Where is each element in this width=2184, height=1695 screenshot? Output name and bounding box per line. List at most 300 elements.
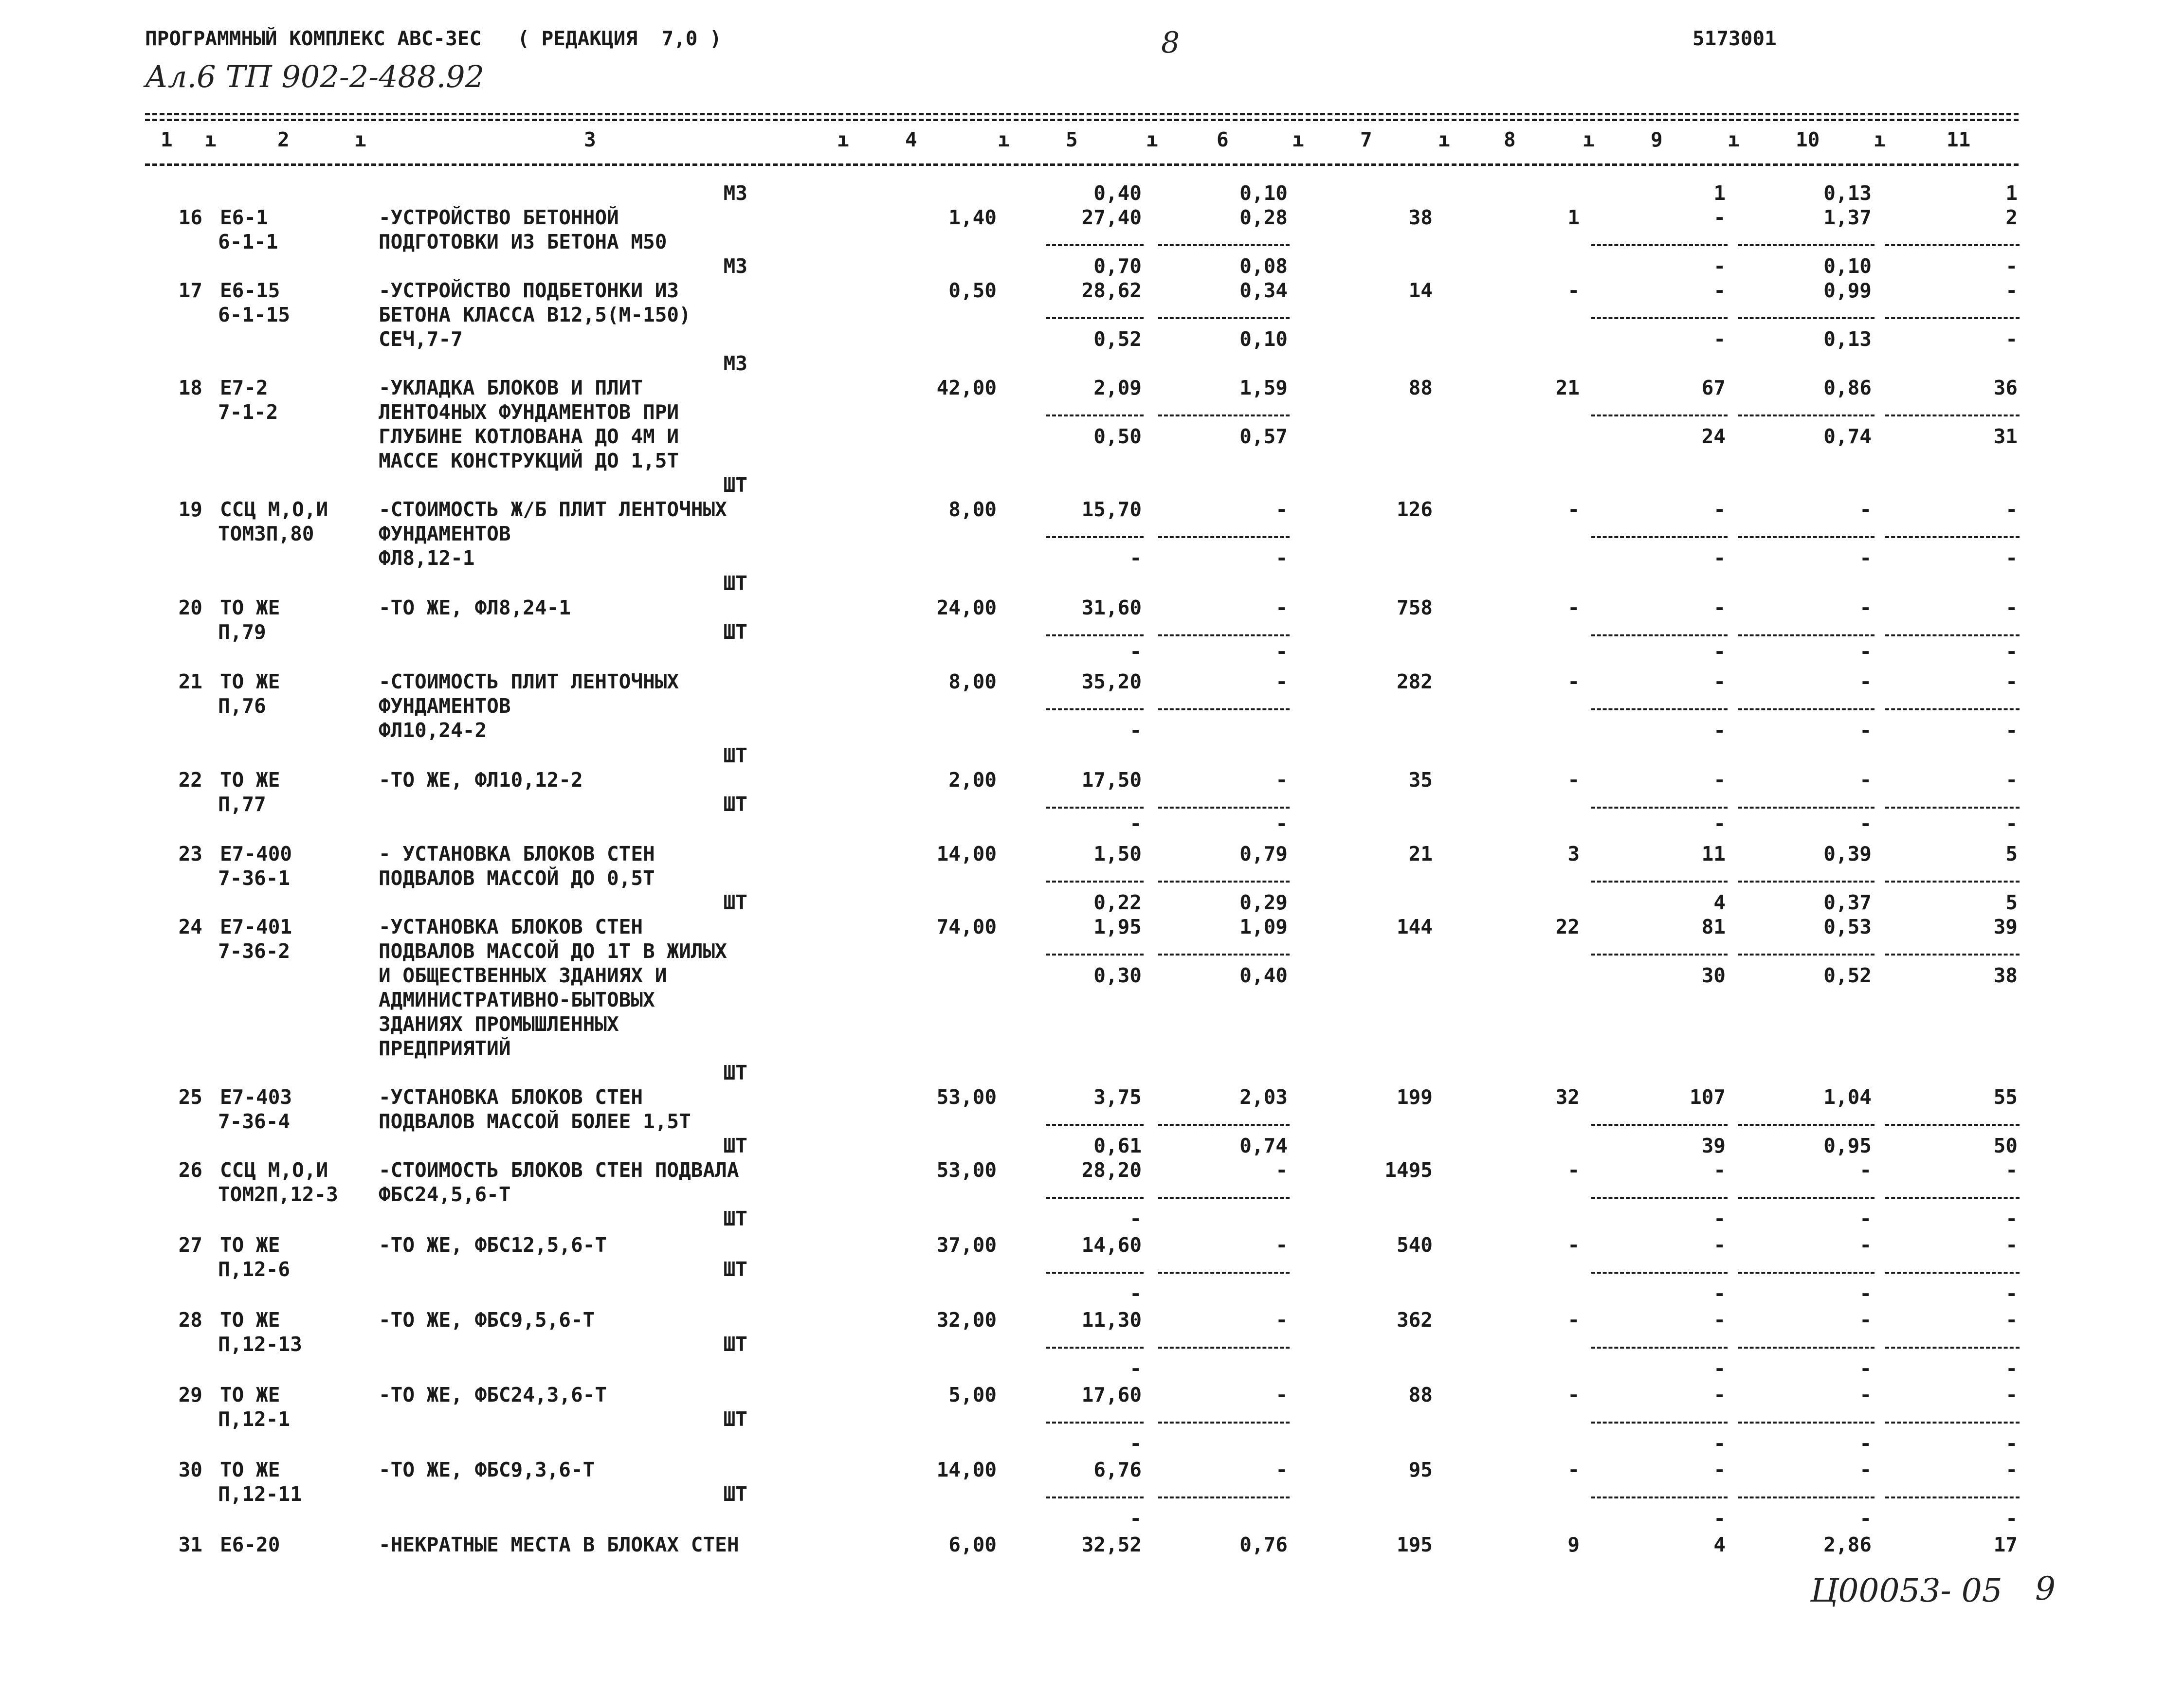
cell-d3: СЕЧ,7-7 [379,327,463,351]
cell-d2: ПОДВАЛОВ МАССОЙ БОЛЕЕ 1,5Т [379,1110,691,1133]
cell-c4: 5,00 [948,1383,997,1406]
cell-code: Е7-2 [220,376,268,399]
cell-c9: - [1713,206,1726,229]
cell-d2: ЛЕНТО4НЫХ ФУНДАМЕНТОВ ПРИ [379,400,679,424]
cell-d1: -УСТАНОВКА БЛОКОВ СТЕН [379,1085,643,1109]
subtotal-rule [1738,807,1875,809]
cell-a5: 0,40 [1093,181,1142,205]
column-separator: ı [354,128,366,151]
subtotal-rule [1158,1422,1290,1424]
cell-c5: 17,60 [1081,1383,1142,1406]
subtotal-rule [1885,1197,2020,1199]
cell-b10: - [1859,1207,1872,1230]
cell-c10: 0,86 [1823,376,1872,399]
subtotal-rule [1046,1347,1144,1349]
subtotal-rule [1046,1124,1144,1126]
cell-unit2: ШТ [723,620,747,644]
cell-d1: -СТОИМОСТЬ ПЛИТ ЛЕНТОЧНЫХ [379,670,679,693]
cell-unit: ШТ [723,1407,747,1431]
cell-d1: -СТОИМОСТЬ Ж/Б ПЛИТ ЛЕНТОЧНЫХ [379,498,727,521]
subtotal-rule [1591,1422,1728,1424]
cell-b6: 0,29 [1239,891,1288,914]
cell-c7: 199 [1396,1085,1433,1109]
cell-d3: ФЛ8,12-1 [379,546,475,570]
subtotal-rule [1591,244,1728,246]
cell-c7: 38 [1408,206,1433,229]
subtotal-rule [1158,954,1290,956]
subtotal-rule [1046,1497,1144,1498]
cell-unit: М3 [723,254,747,278]
subtotal-rule [1885,536,2020,538]
subtotal-rule [1158,244,1290,246]
subtotal-rule [1738,1197,1875,1199]
column-separator: ı [1438,128,1450,151]
cell-code2: 6-1-15 [218,303,291,326]
cell-d2: БЕТОНА КЛАССА В12,5(М-150) [379,303,691,326]
cell-c10: 1,04 [1823,1085,1872,1109]
cell-num: 20 [178,596,202,619]
cell-unit2: ШТ [723,793,747,816]
cell-c10: - [1859,670,1872,693]
cell-c9: - [1713,596,1726,619]
cell-c11: 2 [2005,206,2018,229]
cell-b9: - [1713,1432,1726,1455]
subtotal-rule [1591,317,1728,319]
cell-a10: 0,10 [1823,254,1872,278]
cell-c4: 53,00 [936,1158,997,1182]
cell-c10: - [1859,1158,1872,1182]
cell-c4: 53,00 [936,1085,997,1109]
cell-c11: - [2005,498,2018,521]
cell-unit: ШТ [723,1258,747,1281]
cell-b11: - [2005,1432,2018,1455]
cell-c4: 8,00 [948,498,997,521]
subtotal-rule [1885,954,2020,956]
cell-d2: ФУНДАМЕНТОВ [379,522,511,545]
cell-c5: 1,50 [1093,842,1142,866]
cell-code2: П,12-13 [218,1333,302,1356]
subtotal-rule [1591,1124,1728,1126]
cell-unit: ШТ [723,572,747,595]
subtotal-rule [1738,954,1875,956]
cell-code: ССЦ М,О,И [220,1158,328,1182]
subtotal-rule [1738,1124,1875,1126]
cell-code2: П,79 [218,620,266,644]
cell-code2: 7-36-1 [218,866,291,890]
cell-b6: - [1275,640,1288,663]
cell-code: Е6-20 [220,1533,280,1556]
cell-d1: -ТО ЖЕ, ФБС9,5,6-Т [379,1308,595,1332]
cell-b9: - [1713,719,1726,742]
cell-code2: П,77 [218,793,266,816]
cell-c9: - [1713,498,1726,521]
cell-b11: - [2005,327,2018,351]
cell-c6: - [1275,768,1288,792]
cell-unit: ШТ [723,744,747,767]
subtotal-rule [1046,881,1144,883]
subtotal-rule [1885,244,2020,246]
subtotal-rule [1591,415,1728,416]
cell-code2: П,12-11 [218,1482,302,1506]
cell-c11: - [2005,1158,2018,1182]
cell-c4: 14,00 [936,842,997,866]
cell-d4: АДМИНИСТРАТИВНО-БЫТОВЫХ [379,988,655,1011]
cell-c5: 11,30 [1081,1308,1142,1332]
cell-a10: 0,13 [1823,181,1872,205]
cell-c5: 1,95 [1093,915,1142,938]
cell-c6: 0,28 [1239,206,1288,229]
subtotal-rule [1885,1124,2020,1126]
subtotal-rule [1158,317,1290,319]
cell-c11: - [2005,596,2018,619]
subtotal-rule [1885,708,2020,710]
cell-code: ТО ЖЕ [220,768,280,792]
cell-b6: 0,74 [1239,1134,1288,1157]
cell-c9: - [1713,1233,1726,1257]
header-top-rule-2 [145,119,2019,121]
cell-c11: - [2005,1308,2018,1332]
subtotal-rule [1885,1497,2020,1498]
subtotal-rule [1738,415,1875,416]
cell-d1: -ТО ЖЕ, ФБС24,3,6-Т [379,1383,607,1406]
cell-code: ТО ЖЕ [220,1233,280,1257]
cell-unit2: ШТ [723,1134,747,1157]
column-separator: ı [1728,128,1740,151]
cell-c4: 32,00 [936,1308,997,1332]
subtotal-rule [1046,317,1144,319]
cell-c5: 31,60 [1081,596,1142,619]
cell-c9: - [1713,1458,1726,1481]
cell-b10: 0,13 [1823,327,1872,351]
column-separator: ı [998,128,1010,151]
cell-c8: - [1567,670,1580,693]
cell-c7: 1495 [1384,1158,1433,1182]
cell-c7: 35 [1408,768,1433,792]
cell-b10: - [1859,546,1872,570]
column-header: 4 [905,128,917,151]
cell-b5: - [1129,812,1142,835]
handwritten-reference: Ал.6 ТП 902-2-488.92 [145,59,485,94]
cell-c8: 3 [1567,842,1580,866]
column-header: 5 [1066,128,1078,151]
cell-b9: 30 [1701,964,1726,987]
column-header: 11 [1947,128,1971,151]
cell-c11: - [2005,1233,2018,1257]
cell-c8: - [1567,768,1580,792]
cell-c10: 0,99 [1823,279,1872,302]
cell-c9: 81 [1701,915,1726,938]
cell-b10: 0,95 [1823,1134,1872,1157]
subtotal-rule [1046,807,1144,809]
subtotal-rule [1738,536,1875,538]
cell-unit: ШТ [723,473,747,497]
cell-b5: - [1129,640,1142,663]
subtotal-rule [1158,1272,1290,1274]
cell-unit: ШТ [723,1482,747,1506]
cell-code: Е7-400 [220,842,292,866]
subtotal-rule [1738,244,1875,246]
cell-b11: - [2005,640,2018,663]
cell-c10: 0,39 [1823,842,1872,866]
subtotal-rule [1885,881,2020,883]
subtotal-rule [1591,807,1728,809]
cell-b6: - [1275,546,1288,570]
subtotal-rule [1738,881,1875,883]
cell-code2: ТОМ2П,12-3 [218,1183,338,1206]
cell-d3: И ОБЩЕСТВЕННЫХ ЗДАНИЯХ И [379,964,667,987]
document-code: 5173001 [1693,27,1777,50]
cell-c8: - [1567,1158,1580,1182]
subtotal-rule [1046,708,1144,710]
cell-d4: МАССЕ КОНСТРУКЦИЙ ДО 1,5Т [379,449,679,472]
cell-c7: 88 [1408,376,1433,399]
cell-b9: - [1713,546,1726,570]
cell-c6: 1,59 [1239,376,1288,399]
subtotal-rule [1158,1197,1290,1199]
cell-b5: 0,30 [1093,964,1142,987]
header-top-rule [145,113,2019,115]
column-separator: ı [204,128,217,151]
cell-c6: - [1275,1158,1288,1182]
column-header: 9 [1651,128,1663,151]
cell-b10: 0,74 [1823,425,1872,448]
cell-c11: 36 [1993,376,2018,399]
column-header: 3 [584,128,596,151]
cell-d1: -СТОИМОСТЬ БЛОКОВ СТЕН ПОДВАЛА [379,1158,739,1182]
cell-b9: - [1713,640,1726,663]
cell-code2: 7-36-4 [218,1110,291,1133]
cell-b9: 24 [1701,425,1726,448]
subtotal-rule [1885,1272,2020,1274]
cell-unit: ШТ [723,1333,747,1356]
cell-d1: -ТО ЖЕ, ФБС12,5,6-Т [379,1233,607,1257]
cell-code2: 7-36-2 [218,939,291,963]
cell-code: ТО ЖЕ [220,670,280,693]
subtotal-rule [1158,1124,1290,1126]
subtotal-rule [1738,1347,1875,1349]
cell-a11: 1 [2005,181,2018,205]
cell-d2: ПОДВАЛОВ МАССОЙ ДО 0,5Т [379,866,655,890]
cell-c5: 6,76 [1093,1458,1142,1481]
cell-b11: 38 [1993,964,2018,987]
cell-b10: - [1859,1507,1872,1530]
subtotal-rule [1046,634,1144,636]
cell-code: Е6-1 [220,206,268,229]
cell-b5: - [1129,1357,1142,1380]
cell-c6: - [1275,1308,1288,1332]
cell-c5: 28,20 [1081,1158,1142,1182]
cell-c8: 22 [1555,915,1580,938]
subtotal-rule [1046,1272,1144,1274]
cell-b10: 0,52 [1823,964,1872,987]
page-number: 8 [1161,26,1180,60]
column-header: 7 [1360,128,1372,151]
cell-c7: 95 [1408,1458,1433,1481]
cell-c7: 126 [1396,498,1433,521]
cell-c9: 4 [1713,1533,1726,1556]
cell-num: 16 [178,206,202,229]
subtotal-rule [1591,536,1728,538]
cell-num: 24 [178,915,202,938]
subtotal-rule [1046,1197,1144,1199]
cell-d1: -УСТРОЙСТВО ПОДБЕТОНКИ ИЗ [379,279,679,302]
cell-c9: - [1713,1383,1726,1406]
cell-d3: ФЛ10,24-2 [379,719,487,742]
cell-b10: - [1859,1357,1872,1380]
cell-d1: -УСТРОЙСТВО БЕТОННОЙ [379,206,619,229]
cell-d1: -НЕКРАТНЫЕ МЕСТА В БЛОКАХ СТЕН [379,1533,739,1556]
cell-num: 26 [178,1158,202,1182]
cell-unit: М3 [723,181,747,205]
cell-c4: 42,00 [936,376,997,399]
cell-d2: ФБС24,5,6-Т [379,1183,511,1206]
cell-c6: 2,03 [1239,1085,1288,1109]
cell-b5: - [1129,546,1142,570]
subtotal-rule [1591,1497,1728,1498]
cell-c6: 0,76 [1239,1533,1288,1556]
cell-b11: - [2005,1507,2018,1530]
subtotal-rule [1738,1272,1875,1274]
cell-c9: 107 [1689,1085,1726,1109]
subtotal-rule [1046,954,1144,956]
subtotal-rule [1591,881,1728,883]
cell-a9: 1 [1713,181,1726,205]
cell-c7: 14 [1408,279,1433,302]
cell-num: 27 [178,1233,202,1257]
subtotal-rule [1591,634,1728,636]
cell-b10: - [1859,1432,1872,1455]
cell-c8: - [1567,1458,1580,1481]
cell-c6: 0,34 [1239,279,1288,302]
cell-b5: - [1129,1507,1142,1530]
column-separator: ı [1874,128,1886,151]
archive-stamp: Ц00053- 05 [1810,1572,2002,1609]
subtotal-rule [1885,634,2020,636]
cell-c6: - [1275,1233,1288,1257]
cell-b11: - [2005,719,2018,742]
cell-c7: 362 [1396,1308,1433,1332]
cell-c5: 32,52 [1081,1533,1142,1556]
cell-code: Е7-401 [220,915,292,938]
cell-c8: 21 [1555,376,1580,399]
subtotal-rule [1591,1347,1728,1349]
cell-b11: - [2005,1357,2018,1380]
cell-c6: - [1275,596,1288,619]
cell-d1: -ТО ЖЕ, ФБС9,3,6-Т [379,1458,595,1481]
cell-c4: 0,50 [948,279,997,302]
cell-c10: - [1859,1383,1872,1406]
cell-num: 31 [178,1533,202,1556]
cell-d2: ПОДВАЛОВ МАССОЙ ДО 1Т В ЖИЛЫХ [379,939,727,963]
cell-c9: - [1713,279,1726,302]
cell-b10: - [1859,640,1872,663]
cell-unit: М3 [723,352,747,375]
cell-code: ТО ЖЕ [220,596,280,619]
cell-c5: 27,40 [1081,206,1142,229]
cell-code: ССЦ М,О,И [220,498,328,521]
cell-unit: ШТ [723,891,747,914]
subtotal-rule [1738,317,1875,319]
subtotal-rule [1158,807,1290,809]
cell-c8: - [1567,596,1580,619]
cell-c8: - [1567,1308,1580,1332]
sheet-number: 9 [2035,1570,2056,1607]
column-header: 6 [1217,128,1229,151]
subtotal-rule [1046,244,1144,246]
cell-c8: 32 [1555,1085,1580,1109]
cell-c4: 74,00 [936,915,997,938]
cell-c7: 195 [1396,1533,1433,1556]
cell-c9: - [1713,670,1726,693]
cell-num: 19 [178,498,202,521]
cell-c11: - [2005,279,2018,302]
subtotal-rule [1885,415,2020,416]
cell-a11: - [2005,254,2018,278]
cell-c7: 540 [1396,1233,1433,1257]
cell-b9: 4 [1713,891,1726,914]
subtotal-rule [1738,708,1875,710]
cell-code2: 7-1-2 [218,400,278,424]
cell-a5: 0,70 [1093,254,1142,278]
cell-b5: 0,22 [1093,891,1142,914]
cell-c9: - [1713,1158,1726,1182]
cell-d1: -УКЛАДКА БЛОКОВ И ПЛИТ [379,376,643,399]
program-title: ПРОГРАММНЫЙ КОМПЛЕКС АВС-3ЕС ( РЕДАКЦИЯ 7,0 ) [145,27,722,50]
cell-c11: 17 [1993,1533,2018,1556]
cell-b11: - [2005,1207,2018,1230]
cell-b10: 0,37 [1823,891,1872,914]
cell-c9: - [1713,768,1726,792]
cell-code2: П,76 [218,694,266,718]
column-separator: ı [1292,128,1304,151]
cell-c5: 2,09 [1093,376,1142,399]
cell-c9: - [1713,1308,1726,1332]
cell-c8: 9 [1567,1533,1580,1556]
cell-num: 22 [178,768,202,792]
cell-code2: ТОМ3П,80 [218,522,314,545]
cell-d5: ЗДАНИЯХ ПРОМЫШЛЕННЫХ [379,1012,619,1036]
cell-c10: 2,86 [1823,1533,1872,1556]
cell-d1: -ТО ЖЕ, ФЛ8,24-1 [379,596,571,619]
column-separator: ı [1146,128,1158,151]
cell-b5: - [1129,1432,1142,1455]
column-header: 10 [1796,128,1820,151]
cell-num: 23 [178,842,202,866]
cell-c7: 144 [1396,915,1433,938]
cell-b11: - [2005,812,2018,835]
column-header: 2 [277,128,290,151]
cell-b9: - [1713,1207,1726,1230]
cell-b9: - [1713,1357,1726,1380]
cell-code2: П,12-1 [218,1407,291,1431]
cell-b10: - [1859,812,1872,835]
cell-b11: 31 [1993,425,2018,448]
cell-b11: - [2005,1282,2018,1305]
cell-b9: 39 [1701,1134,1726,1157]
cell-a9: - [1713,254,1726,278]
cell-b6: 0,57 [1239,425,1288,448]
cell-c7: 758 [1396,596,1433,619]
cell-c5: 3,75 [1093,1085,1142,1109]
column-header: 8 [1504,128,1516,151]
column-header: 1 [161,128,173,151]
subtotal-rule [1738,1497,1875,1498]
cell-c9: 67 [1701,376,1726,399]
cell-num: 17 [178,279,202,302]
cell-c11: - [2005,1383,2018,1406]
header-bottom-rule [145,163,2019,166]
subtotal-rule [1046,415,1144,416]
